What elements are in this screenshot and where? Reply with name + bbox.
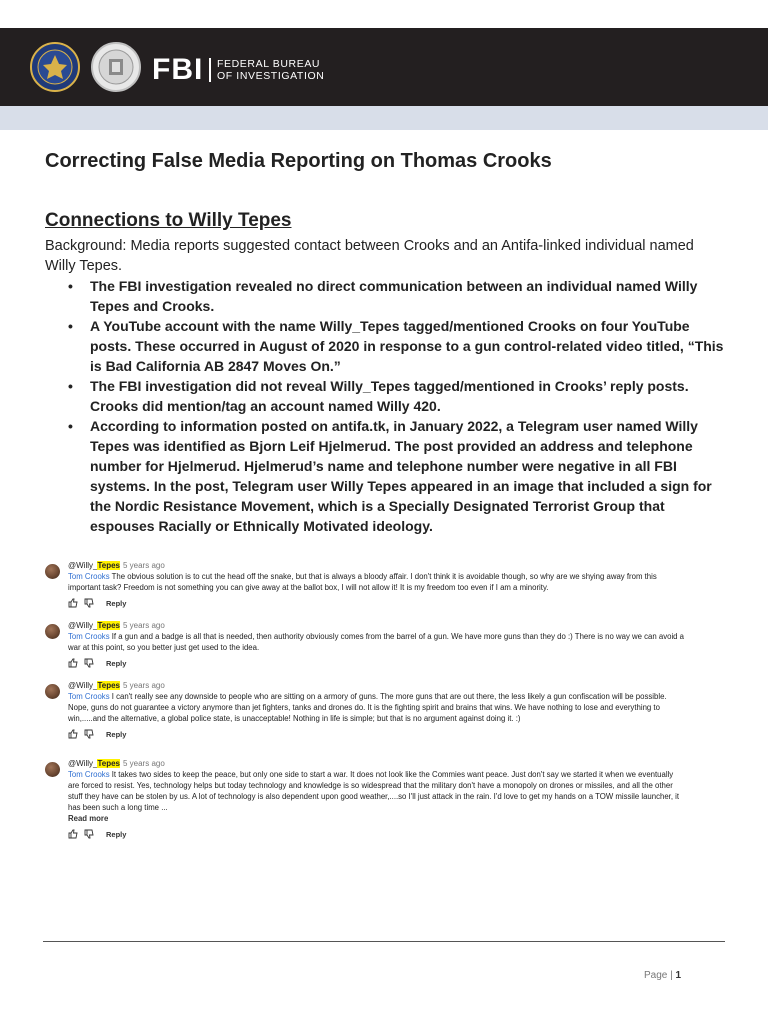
comment-handle[interactable]: @Willy_Tepes [68,621,120,630]
comment-handle[interactable]: @Willy_Tepes [68,759,120,768]
mention-link[interactable]: Tom Crooks [68,692,110,701]
reply-button[interactable]: Reply [106,658,127,668]
comment-time: 5 years ago [122,561,165,570]
comment-body: I can't really see any downside to people who are sitting on a armory of guns. The more guns that are out there, the less likely a gun confiscation will be possible. Nope, guns do not guarantee a victory anymore than jet fighters, tanks and drones do. It is the fighting spirit and brains that wins. We have nothing to lose and everything to win,.....and the alternative, a global police state, is unacceptable! Nothing in life is simple; but that is no argument against doing it. :) [68,692,667,723]
thumbs-up-icon[interactable] [68,829,78,839]
thumbs-down-icon[interactable] [84,658,94,668]
mention-link[interactable]: Tom Crooks [68,632,110,641]
mention-link[interactable]: Tom Crooks [68,770,110,779]
comment [45,620,685,680]
logo-divider [209,58,211,82]
comment-body: The obvious solution is to cut the head off the snake, but that is always a bloody affair. I don't think it is avoidable though, so why are we shying away from this important task? Freedom is not something you can give away at the ballot box, I will not allow it! It is my freedom too even if I am a minority. [68,572,657,592]
thumbs-up-icon[interactable] [68,598,78,608]
page-number: Page | 1 [644,970,682,981]
avatar [45,684,60,699]
comment-time: 5 years ago [122,759,165,768]
read-more-link[interactable]: Read more [68,814,109,823]
reply-button[interactable]: Reply [106,598,127,608]
thumbs-down-icon[interactable] [84,729,94,739]
avatar [45,564,60,579]
youtube-comments-screenshot [45,560,685,844]
fbi-logo-text: FBI [152,53,204,86]
comment-meta [68,758,685,769]
page-title: Correcting False Media Reporting on Thomas Crooks [45,150,552,172]
comment-actions [68,655,685,671]
mention-link[interactable]: Tom Crooks [68,572,110,581]
comment-body: If a gun and a badge is all that is needed, then authority obviously comes from the barrel of a gun. We have more guns than they do :) There is no way we can avoid a war at this point, so you better just get used to the idea. [68,632,685,652]
finding-item: • A YouTube account with the name Willy_Tepes tagged/mentioned Crooks on four YouTube posts. These occurred in August of 2020 in response to a gun control-related video titled, “This is Bad California AB 2847 Moves On.” [45,316,725,376]
comment-actions [68,726,685,742]
agency-name-line1: FEDERAL BUREAU [217,58,321,70]
comment-time: 5 years ago [122,681,165,690]
comment-handle[interactable]: @Willy_Tepes [68,681,120,690]
comment-meta [68,560,685,571]
comment-body: It takes two sides to keep the peace, but only one side to start a war. It does not look like the Commies want peace. Just don't say we started it when we eventually are forced to resist. Yes, technology helps but today technology and knowledge is so widespread that the military don't have a monopoly on drones or missiles, and all the other stuff they have can be stolen by us. A lot of technology is also dependent upon good weather,....so I'll just attack in the rain. I'd love to get my hands on a TOW missile launcher, it has been such a long time ... [68,770,680,812]
reply-button[interactable]: Reply [106,729,127,739]
comment-handle[interactable]: @Willy_Tepes [68,561,120,570]
fbi-header-banner [0,28,768,106]
comment-text [68,571,685,593]
doj-seal-icon [30,42,80,92]
comment-meta [68,680,685,691]
avatar [45,624,60,639]
comment [45,560,685,620]
thumbs-down-icon[interactable] [84,829,94,839]
avatar [45,762,60,777]
comment-actions [68,595,685,611]
background-paragraph: Background: Media reports suggested contact between Crooks and an Antifa-linked individual named Willy Tepes. [45,238,694,274]
comment-meta [68,620,685,631]
comment-text [68,769,685,813]
comment-text [68,631,685,653]
finding-item: • According to information posted on antifa.tk, in January 2022, a Telegram user named Willy Tepes was identified as Bjorn Leif Hjelmerud. The post provided an address and telephone number for Hjelmerud. Hjelmerud’s name and telephone number were negative in all FBI systems. In the post, Telegram user Willy Tepes appeared in an image that included a sign for the Nordic Resistance Movement, which is a Specially Designated Terrorist Group that espouses Racially or Ethnically Motivated ideology. [45,416,725,536]
section-heading: Connections to Willy Tepes [45,210,292,231]
footer-divider [43,941,725,942]
finding-item: • The FBI investigation did not reveal Willy_Tepes tagged/mentioned in Crooks’ reply posts. Crooks did mention/tag an account named Willy 420. [45,376,725,416]
comment [45,758,685,844]
comment [45,680,685,758]
findings-list [45,276,725,536]
comment-time: 5 years ago [122,621,165,630]
thumbs-down-icon[interactable] [84,598,94,608]
agency-name-line2: OF INVESTIGATION [217,69,325,82]
finding-item: • The FBI investigation revealed no direct communication between an individual named Willy Tepes and Crooks. [45,276,725,316]
agency-name [217,59,324,82]
comment-text [68,691,685,724]
top-margin [0,0,768,28]
reply-button[interactable]: Reply [106,829,127,839]
header-band [0,106,768,130]
fbi-seal-icon [91,42,141,92]
comment-actions [68,826,685,842]
thumbs-up-icon[interactable] [68,729,78,739]
thumbs-up-icon[interactable] [68,658,78,668]
